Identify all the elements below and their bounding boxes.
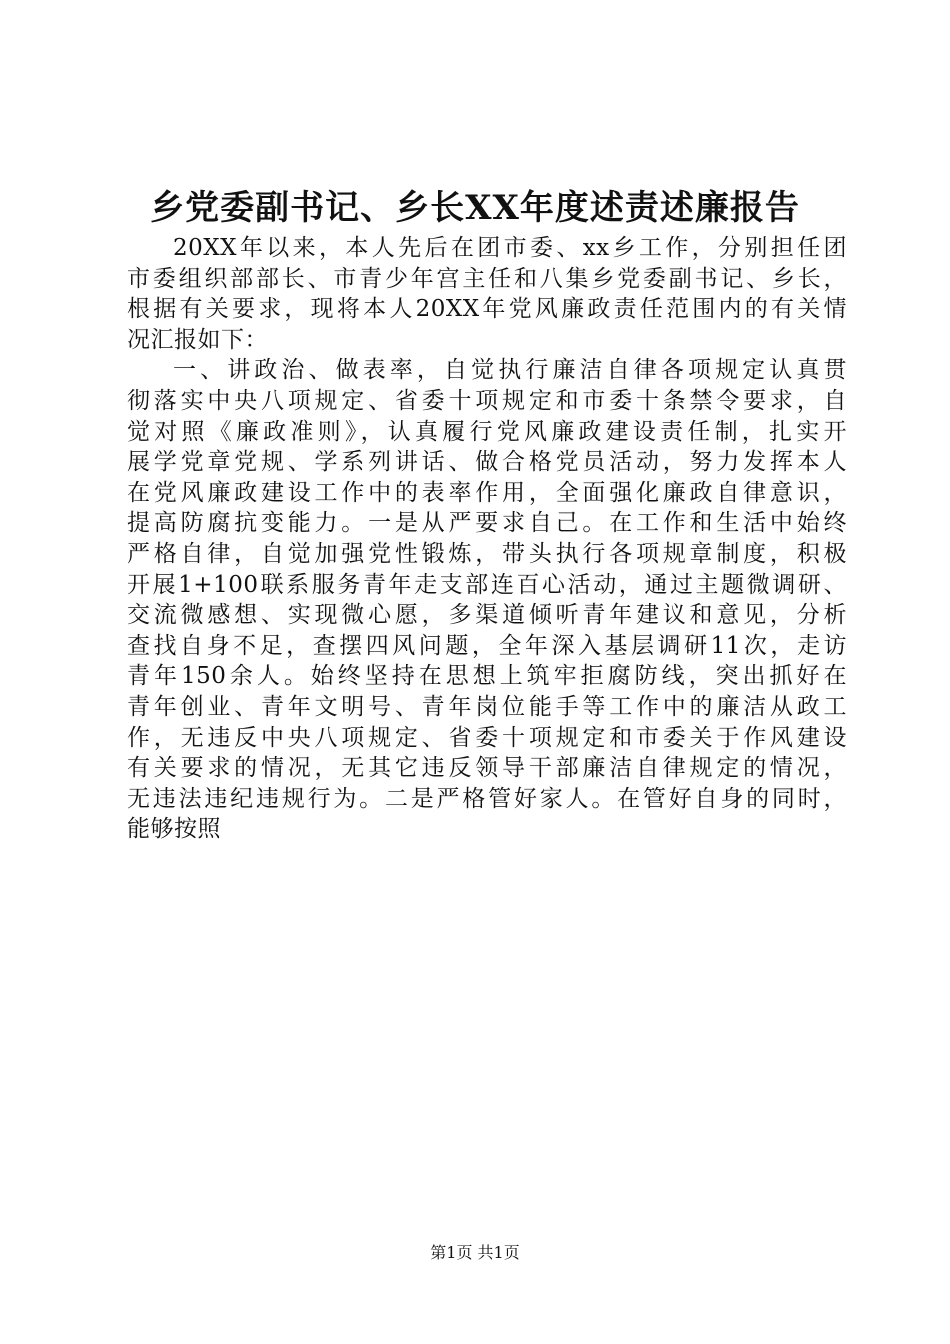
body-line: 作，无违反中央八项规定、省委十项规定和市委关于作风建设: [127, 724, 847, 751]
body-line: 彻落实中央八项规定、省委十项规定和市委十条禁令要求，自: [127, 387, 847, 414]
body-line: 严格自律，自觉加强党性锻炼，带头执行各项规章制度，积极: [127, 540, 847, 567]
body-line: 一、讲政治、做表率，自觉执行廉洁自律各项规定认真贯: [173, 357, 847, 384]
body-line: 无违法违纪违规行为。二是严格管好家人。在管好自身的同时，: [127, 785, 847, 812]
body-line: 况汇报如下：: [127, 326, 268, 353]
body-line: 根据有关要求，现将本人20XX年党风廉政责任范围内的有关情: [127, 296, 847, 323]
body-line: 提高防腐抗变能力。一是从严要求自己。在工作和生活中始终: [127, 510, 847, 537]
body-line: 交流微感想、实现微心愿，多渠道倾听青年建议和意见，分析: [127, 602, 847, 629]
body-line: 20XX年以来，本人先后在团市委、xx乡工作，分别担任团: [173, 235, 847, 261]
document-title: 乡党委副书记、乡长XX年度述责述廉报告: [150, 188, 800, 228]
body-line: 在党风廉政建设工作中的表率作用，全面强化廉政自律意识，: [127, 479, 847, 506]
body-line: 能够按照: [127, 816, 221, 843]
body-line: 有关要求的情况，无其它违反领导干部廉洁自律规定的情况，: [127, 755, 847, 782]
page-footer: 第1页 共1页: [430, 1243, 520, 1262]
body-line: 青年创业、青年文明号、青年岗位能手等工作中的廉洁从政工: [127, 693, 847, 720]
body-line: 查找自身不足，查摆四风问题，全年深入基层调研11次，走访: [127, 632, 847, 659]
document-body: [127, 233, 847, 845]
body-line: 展学党章党规、学系列讲话、做合格党员活动，努力发挥本人: [127, 449, 847, 476]
body-line: 觉对照《廉政准则》，认真履行党风廉政建设责任制，扎实开: [127, 418, 847, 445]
body-line: 开展1+100联系服务青年走支部连百心活动，通过主题微调研、: [127, 571, 847, 598]
body-line: 市委组织部部长、市青少年宫主任和八集乡党委副书记、乡长，: [127, 265, 847, 292]
body-line: 青年150余人。始终坚持在思想上筑牢拒腐防线，突出抓好在: [127, 663, 847, 690]
